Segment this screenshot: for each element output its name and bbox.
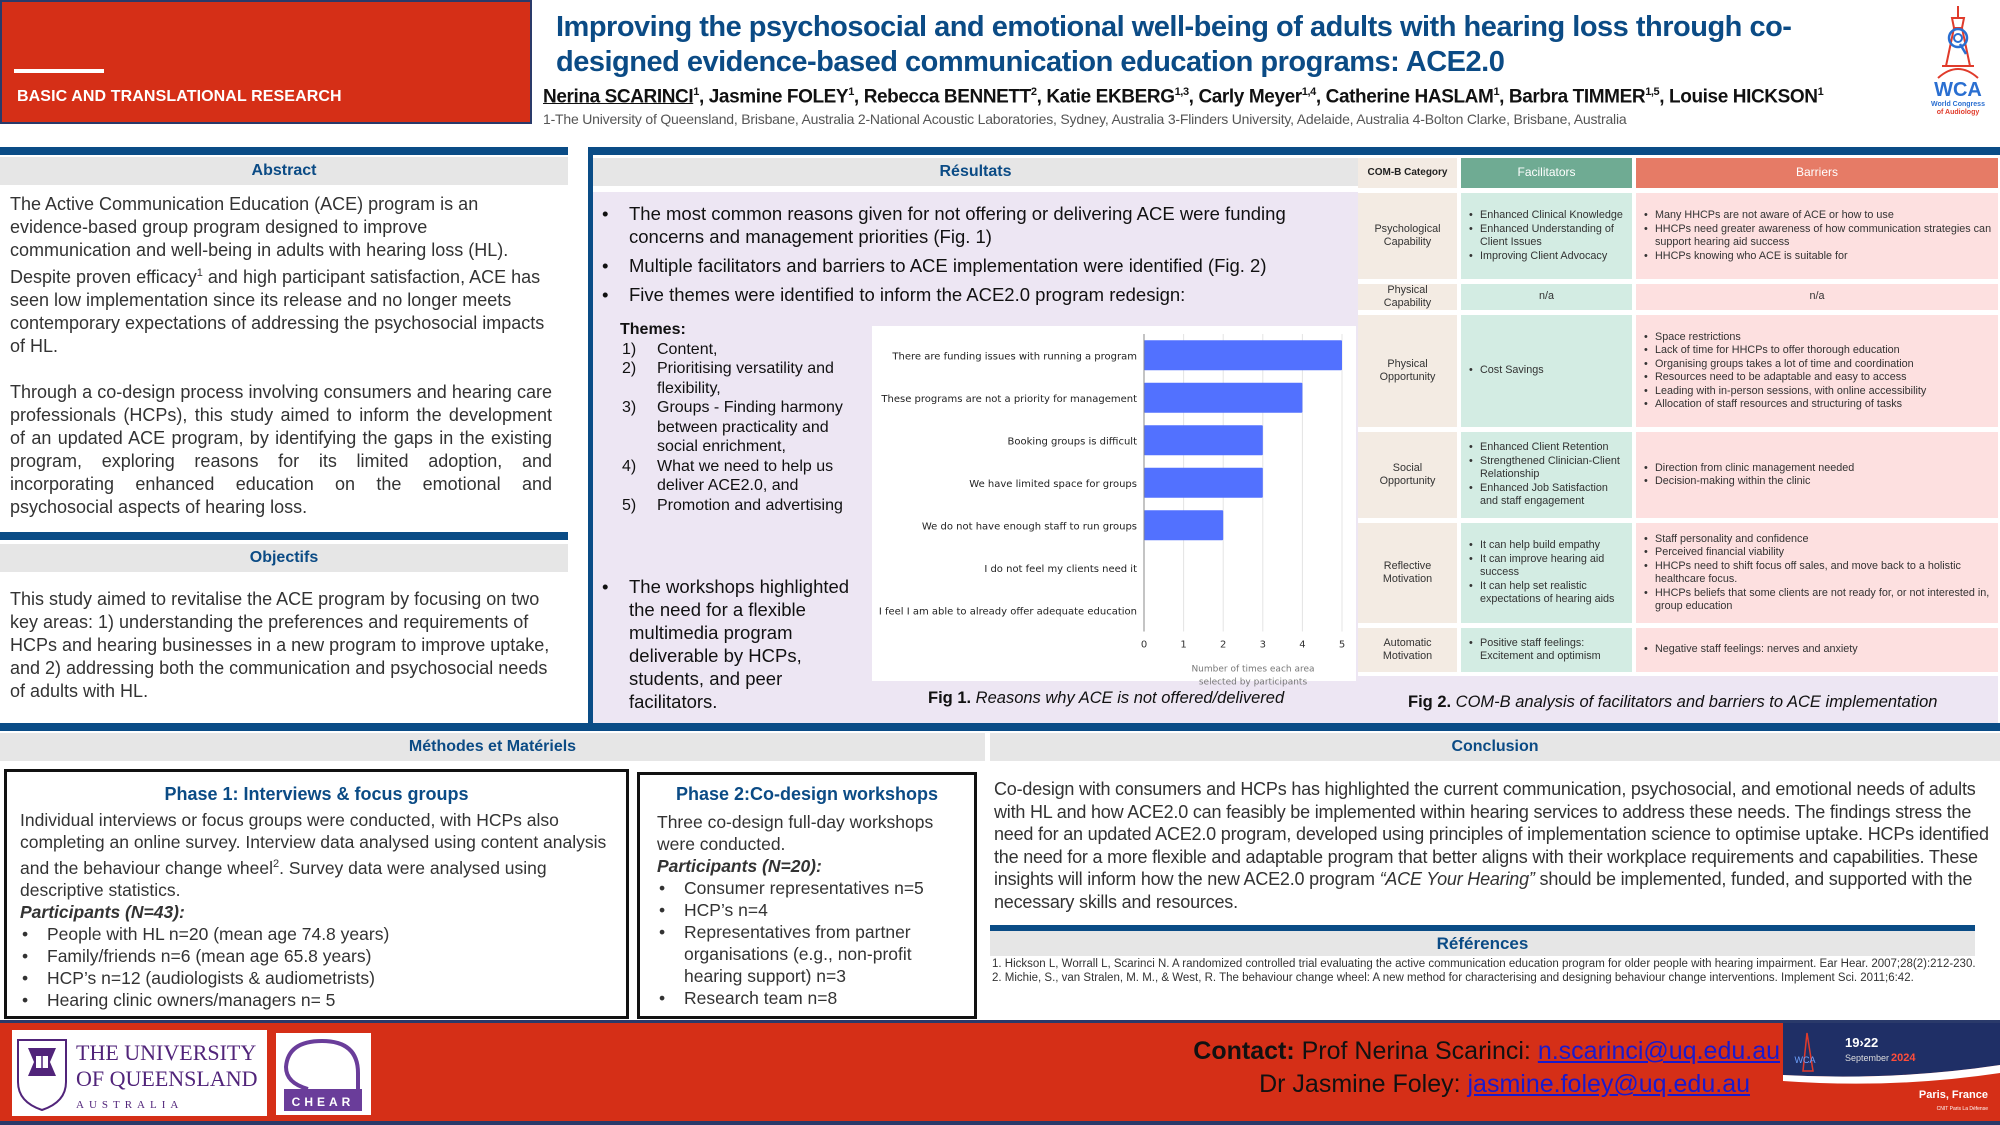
uq-crest-icon [12, 1030, 267, 1116]
author-affiliation: 2 [1030, 86, 1037, 98]
comb-list-item: • Cost Savings [1467, 364, 1544, 378]
phase2-title: Phase 2:Co-design workshops [675, 784, 939, 804]
comb-category: Physical Opportunity [1358, 315, 1457, 427]
eiffel-tower-icon [1918, 4, 1998, 116]
comb-barriers [1636, 523, 1998, 623]
fig2-caption: Fig 2. COM-B analysis of facilitators and barriers to ACE implementation [1408, 693, 1938, 711]
comb-barriers [1636, 315, 1998, 427]
banner-rule [14, 69, 104, 73]
author-name: Barbra TIMMER [1508, 86, 1646, 108]
comb-list-item: • Enhanced Understanding of Client Issues [1467, 223, 1626, 250]
comb-list-item: • HHCPs beliefs that some clients are not ready for, or not interested in, group education [1642, 587, 1992, 614]
author-list: Nerina SCARINCI$^1$, Jasmine FOLEY$^1$, Rebecca BENNETT$^2$, Katie EKBERG$^{1,3}$, Carly Meyer$^{1,4}$, Catherine HASLAM$^1$, Barbra TIMMER$^{1,5}$, Louise HICKSON$^1$ [543, 86, 1824, 108]
bar [1144, 383, 1302, 413]
comb-list-item: • Enhanced Job Satisfaction and staff engagement [1467, 482, 1626, 509]
tick-label: 1 [1180, 639, 1187, 651]
svg-text:WCA: WCA [1794, 1055, 1816, 1065]
comb-header-cell: Barriers [1636, 158, 1998, 188]
author-name: Rebecca BENNETT [863, 86, 1031, 108]
references-list [992, 957, 1992, 985]
svg-text:CNIT Paris La Défense: CNIT Paris La Défense [1936, 1106, 1988, 1112]
results-bullet: • Five themes were identified to inform the ACE2.0 program redesign: [600, 283, 1360, 306]
comb-list-item: • It can improve hearing aid success [1467, 553, 1626, 580]
author-affiliation: 1,3 [1174, 86, 1189, 98]
tick-label: 2 [1220, 639, 1227, 651]
affiliations: 1-The University of Queensland, Brisbane, Australia 2-National Acoustic Laboratories, Sydney, Australia 3-Flinders University, Adelaide, Australia 4-Bolton Clarke, Brisbane, Australia [543, 111, 1627, 127]
conclusion-heading: Conclusion [990, 733, 2000, 761]
abstract-body [10, 193, 552, 519]
theme-item: 4) What we need to help us deliver ACE2.0, and [622, 457, 834, 494]
bar [1144, 510, 1223, 540]
comb-header-cell: COM-B Category [1358, 158, 1457, 188]
comb-facilitators [1461, 628, 1632, 672]
author-affiliation: 1 [848, 86, 854, 98]
svg-text:of Audiology: of Audiology [1936, 109, 1980, 116]
category-label: We have limited space for groups [969, 478, 1137, 490]
svg-text:2024: 2024 [1891, 1052, 1916, 1064]
comb-list-item: • Negative staff feelings: nerves and anxiety [1642, 643, 1858, 657]
x-axis-label: Number of times each area [1191, 664, 1315, 675]
category-banner [0, 0, 532, 124]
comb-list-item: • Decision-making within the clinic [1642, 475, 1854, 489]
comb-list-item: • Leading with in-person sessions, with online accessibility [1642, 385, 1926, 399]
comb-category: Reflective Motivation [1358, 523, 1457, 623]
author-affiliation: 1,5 [1645, 86, 1660, 98]
abstract-paragraph-2: Through a co-design process involving consumers and hearing care professionals (HCPs), this study aimed to inform the development of an updated ACE program, by identifying the gaps in the existing program, exploring reasons for its limited adoption, and incorporating enhanced education on the emotional and psychosocial aspects of hearing loss. [10, 382, 552, 517]
abstract-heading: Abstract [0, 157, 568, 185]
comb-list-item: • Space restrictions [1642, 331, 1926, 345]
comb-list-item: • Enhanced Client Retention [1467, 441, 1626, 455]
phase2-participant: • Consumer representatives n=5 [657, 877, 964, 899]
comb-list-item: • Enhanced Clinical Knowledge [1467, 209, 1626, 223]
abstract-paragraph-1: The Active Communication Education (ACE) program is an evidence-based group program designed to improve communication and well-being in adults with hearing loss (HL). Despite proven efficacy$^1$ and high participant satisfaction, ACE has seen low implementation since its release and no longer meets contemporary expectations of addressing the psychosocial impacts of HL. [10, 194, 545, 356]
theme-item: 2) Prioritising versatility and flexibility, [622, 360, 834, 397]
comb-row [1358, 315, 1998, 427]
comb-barriers [1636, 432, 1998, 518]
svg-text:THE UNIVERSITY: THE UNIVERSITY [76, 1040, 257, 1065]
author-name: Jasmine FOLEY [708, 86, 849, 108]
phase1-title: Phase 1: Interviews & focus groups [164, 784, 469, 804]
contact-block [1140, 1035, 1780, 1101]
theme-item: 1) Content, [622, 340, 718, 358]
phase1-participant: • People with HL n=20 (mean age 74.8 years) [20, 923, 616, 945]
contact-line-2: Dr Jasmine Foley: jasmine.foley@uq.edu.au [1259, 1070, 1750, 1098]
author-affiliation: 1 [693, 86, 699, 98]
comb-header-row [1358, 158, 1998, 188]
svg-text:Paris, France: Paris, France [1918, 1089, 1988, 1101]
comb-barriers [1636, 628, 1998, 672]
chear-icon [276, 1033, 371, 1115]
phase1-participant: • Family/friends n=6 (mean age 65.8 years) [20, 945, 616, 967]
comb-facilitators [1461, 432, 1632, 518]
abstract-rule [0, 147, 568, 155]
objectives-rule [0, 532, 568, 540]
poster-title: Improving the psychosocial and emotional well-being of adults with hearing loss through co-designed evidence-based communication education programs: ACE2.0 [556, 11, 1792, 78]
category-label: I feel I am able to already offer adequate education [878, 606, 1137, 618]
email-link-foley[interactable]: jasmine.foley@uq.edu.au [1467, 1070, 1750, 1098]
comb-facilitators [1461, 315, 1632, 427]
wca-logo [1918, 4, 1998, 116]
comb-list-item: • It can help set realistic expectations of hearing aids [1467, 580, 1626, 607]
phase2-box [637, 772, 977, 1019]
phase1-participant: • HCP’s n=12 (audiologists & audiometrists) [20, 967, 616, 989]
comb-facilitators [1461, 523, 1632, 623]
phase1-participants-title: Participants (N=43): [20, 901, 185, 922]
comb-category: Psychological Capability [1358, 193, 1457, 279]
comb-list-item: • It can help build empathy [1467, 539, 1626, 553]
comb-list-item: • Direction from clinic management needed [1642, 462, 1854, 476]
x-axis-label: selected by participants [1198, 677, 1308, 688]
comb-table [1358, 158, 1998, 677]
comb-barriers [1636, 193, 1998, 279]
comb-list-item: • Resources need to be adaptable and easy to access [1642, 371, 1926, 385]
comb-row [1358, 628, 1998, 672]
svg-text:World Congress: World Congress [1931, 101, 1985, 108]
comb-category: Physical Capability [1358, 284, 1457, 310]
phase1-body [7, 805, 626, 1011]
phase2-participant: • Representatives from partner organisations (e.g., non-profit hearing support) n=3 [657, 921, 964, 987]
tick-label: 0 [1140, 639, 1148, 651]
conclusion-body: Co-design with consumers and HCPs has highlighted the current communication, psychosocial, and emotional needs of adults with HL and how ACE2.0 can feasibly be implemented within hearing services to address these needs. The findings stress the need for an updated ACE2.0 program, developed using principles of implementation science to optimise uptake. HCPs identified the need for a more flexible and adaptable program that better aligns with their workplace requirements and capabilities. These insights will inform how the new ACE2.0 program “ACE Your Hearing” should be implemented, funded, and supported with the necessary skills and resources. [994, 779, 1989, 912]
workshops-bullet: • The workshops highlighted the need for a flexible multimedia program deliverable by HCPs, students, and peer facilitators. [600, 575, 875, 713]
comb-list-item: • HHCPs knowing who ACE is suitable for [1642, 250, 1992, 264]
comb-barriers: n/a [1636, 284, 1998, 310]
author-affiliation: 1,4 [1301, 86, 1316, 98]
author-name: Katie EKBERG [1046, 86, 1175, 108]
svg-text:WCA: WCA [1934, 79, 1982, 101]
author-affiliation: 1 [1493, 86, 1500, 98]
comb-list-item: • Many HHCPs are not aware of ACE or how to use [1642, 209, 1992, 223]
category-label: We do not have enough staff to run groups [921, 521, 1137, 533]
uq-logo [12, 1030, 267, 1116]
comb-list-item: • Positive staff feelings: Excitement and optimism [1467, 637, 1626, 664]
comb-row [1358, 432, 1998, 518]
comb-row [1358, 193, 1998, 279]
svg-text:19›22: 19›22 [1845, 1035, 1879, 1050]
results-bullets [600, 202, 1360, 312]
congress-banner [1783, 1023, 2000, 1118]
author-name: Louise HICKSON [1669, 86, 1818, 108]
category-label: Booking groups is difficult [1007, 436, 1137, 448]
comb-facilitators [1461, 193, 1632, 279]
comb-list-item: • Staff personality and confidence [1642, 533, 1992, 547]
results-bullet: • Multiple facilitators and barriers to ACE implementation were identified (Fig. 2) [600, 254, 1360, 277]
tick-label: 5 [1338, 639, 1346, 651]
reference-item: 2. Michie, S., van Stralen, M. M., & West, R. The behaviour change wheel: A new method for characterising and designing behaviour change interventions. Implement Sci. 2011;6:42. [992, 972, 1914, 984]
svg-text:OF QUEENSLAND: OF QUEENSLAND [76, 1066, 258, 1091]
tick-label: 3 [1259, 639, 1266, 651]
comb-list-item: • Perceived financial viability [1642, 546, 1992, 560]
comb-list-item: • Strengthened Clinician-Client Relationship [1467, 455, 1626, 482]
bar [1144, 340, 1342, 370]
chear-logo [276, 1033, 371, 1115]
comb-row [1358, 284, 1998, 310]
category-label: I do not feel my clients need it [984, 563, 1137, 575]
fig1-caption: Fig 1. Reasons why ACE is not offered/delivered [928, 689, 1285, 707]
author-name: Nerina SCARINCI [543, 86, 694, 108]
comb-header-cell: Facilitators [1461, 158, 1632, 188]
comb-list-item: • Allocation of staff resources and structuring of tasks [1642, 398, 1926, 412]
phase2-description: Three co-design full-day workshops were conducted. [657, 812, 934, 854]
contact-line-1: Contact: Prof Nerina Scarinci: n.scarinci@uq.edu.au [1193, 1037, 1780, 1065]
svg-text:CHEAR: CHEAR [291, 1095, 355, 1109]
methods-heading: Méthodes et Matériels [0, 733, 985, 761]
comb-list-item: • Organising groups takes a lot of time and coordination [1642, 358, 1926, 372]
phase1-description: Individual interviews or focus groups were conducted, with HCPs also completing an online survey. Interview data analysed using content analysis and the behaviour change wheel$^2$. Survey data were analysed using descriptive statistics. [20, 810, 607, 900]
phase2-participant: • Research team n=8 [657, 987, 964, 1009]
category-label: BASIC AND TRANSLATIONAL RESEARCH [17, 88, 342, 105]
comb-list-item: • HHCPs need to shift focus off sales, and move back to a holistic healthcare focus. [1642, 560, 1992, 587]
themes-list [620, 320, 865, 515]
author-name: Catherine HASLAM [1325, 86, 1494, 108]
category-label: There are funding issues with running a program [892, 351, 1137, 363]
fig1-chart [872, 326, 1356, 688]
author-affiliation: 1 [1817, 86, 1824, 98]
email-link-scarinci[interactable]: n.scarinci@uq.edu.au [1537, 1037, 1780, 1065]
author-name: Carly Meyer [1198, 86, 1302, 108]
category-label: These programs are not a priority for management [881, 393, 1137, 405]
bar [1144, 425, 1263, 455]
wca-2024-banner [1783, 1023, 2000, 1118]
tick-label: 4 [1299, 639, 1306, 651]
comb-list-item: • Lack of time for HHCPs to offer thorough education [1642, 344, 1926, 358]
comb-facilitators: n/a [1461, 284, 1632, 310]
svg-text:September: September [1845, 1053, 1890, 1063]
objectives-heading: Objectifs [0, 544, 568, 572]
comb-row [1358, 523, 1998, 623]
phase1-participant: • Hearing clinic owners/managers n= 5 [20, 989, 616, 1011]
reference-item: 1. Hickson L, Worrall L, Scarinci N. A randomized controlled trial evaluating the active communication education program for older people with hearing impairment. Ear Hear. 2007;28(2):212-230. [992, 958, 1976, 970]
phase2-participant: • HCP’s n=4 [657, 899, 964, 921]
comb-category: Social Opportunity [1358, 432, 1457, 518]
phase2-participants-title: Participants (N=20): [657, 856, 822, 876]
results-heading: Résultats [593, 158, 1358, 186]
results-bullet: • The most common reasons given for not offering or delivering ACE were funding concerns and management priorities (Fig. 1) [600, 202, 1360, 248]
themes-title: Themes: [620, 321, 686, 338]
lower-rule [0, 723, 2000, 731]
bar-chart [872, 326, 1356, 688]
phase1-box [4, 769, 629, 1019]
comb-list-item: • HHCPs need greater awareness of how communication strategies can support hearing aid success [1642, 223, 1992, 250]
theme-item: 3) Groups - Finding harmony between practicality and social enrichment, [622, 399, 843, 455]
comb-category: Automatic Motivation [1358, 628, 1457, 672]
references-heading: Références [990, 931, 1975, 956]
comb-list-item: • Improving Client Advocacy [1467, 250, 1626, 264]
svg-text:AUSTRALIA: AUSTRALIA [76, 1099, 184, 1111]
bar [1144, 468, 1263, 498]
objectives-body: This study aimed to revitalise the ACE program by focusing on two key areas: 1) understanding the preferences and requirements of HCPs and hearing businesses in a new program to improve uptake, and 2) addressing both the communication and psychosocial needs of adults with HL. [10, 589, 550, 701]
phase2-body [640, 805, 974, 1009]
theme-item: 5) Promotion and advertising [622, 496, 843, 514]
